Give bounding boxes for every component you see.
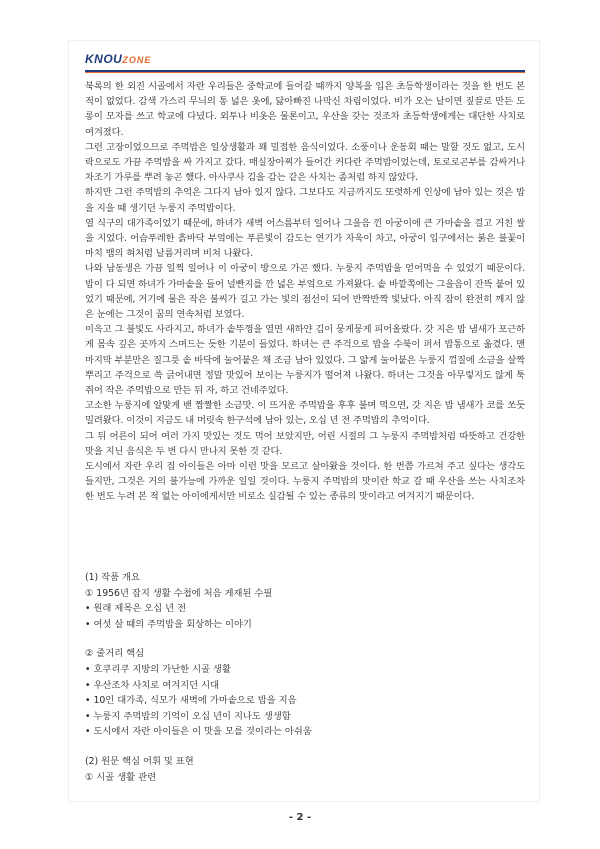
outline-item: • 도시에서 자란 아이들은 이 맛을 모를 것이라는 아쉬움: [85, 726, 312, 738]
header: [85, 52, 525, 70]
outline-item: • 우산조차 사치로 여겨지던 시대: [85, 679, 220, 691]
logo-zone: ZONE: [122, 55, 152, 65]
logo-k: K: [85, 52, 95, 66]
outline-item: • 여섯 살 때의 주먹밥을 회상하는 이야기: [85, 618, 252, 630]
section-title-vocabulary: (2) 원문 핵심 어휘 및 표현: [85, 755, 194, 767]
paragraph: 북록의 한 외진 시골에서 자란 우리들은 중학교에 들어갈 때까지 양복을 입은 초등학생이라는 것을 한 번도 본 적이 없었다. 감색 가스리 무늬의 통 넓은 옷에, 닳아빠진 나막신 차림이었다. 비가 오는 날이면 짚끌로 만든 도롱이 모자를 쓰고 학교에 다녔다. 외투나 비옷은 물론이고, 우산을 갖는 것조차 초등학생에게는 대단한 사치로 여겨졌다.: [85, 81, 525, 138]
paragraph: 하지만 그런 주먹밥의 추억은 그다지 남아 있지 않다. 그보다도 지금까지도 또렷하게 인상에 남아 있는 것은 밥을 지을 때 생기던 누룽지 주먹밥이다.: [85, 187, 525, 214]
outline-item: ① 시골 생활 관련: [85, 771, 157, 783]
outline-item: ① 1956년 잡지 생활 수첩에 처음 게재된 수필: [85, 587, 273, 599]
outline-item: • 10인 대가족, 식모가 새벽에 가마솥으로 밥을 지음: [85, 695, 297, 707]
paragraph: 그런 고장이었으므로 주먹밥은 일상생활과 꽤 밀접한 음식이었다. 소풍이나 운동회 때는 말할 것도 없고, 도시락으로도 가끔 주먹밥을 싸 가지고 갔다. 매실장아찌가 들어간 커다란 주먹밥이었는데, 토로로곤부를 감싸거나 차조기 가루를 뿌려 놓곤 했다. 아사쿠사 김을 감는 같은 사치는 좀처럼 하지 않았다.: [85, 141, 525, 184]
paragraph: 열 식구의 대가족이었기 때문에, 하녀가 새벽 어스름부터 일어나 그을음 낀 아궁이에 큰 가마솥을 걸고 거친 쌀을 지었다. 어슴푸레한 흙바닥 부엌에는 푸른빛이 감도는 연기가 자욱이 차고, 아궁이 입구에서는 붉은 불꽃이 마치 뱀의 혀처럼 날름거리며 비쳐 나왔다.: [85, 217, 525, 260]
outline-item: • 원래 제목은 오십 년 전: [85, 603, 187, 615]
paragraph: 고소한 누룽지에 알맞게 밴 짭짤한 소금맛. 이 뜨거운 주먹밥을 후후 불며 먹으면, 갓 지은 밥 냄새가 코를 쏘듯 밀려왔다. 이것이 지금도 내 머릿속 한구석에 남아 있는, 오십 년 전 주먹밥의 추억이다.: [85, 400, 525, 427]
page-number: - 2 -: [288, 812, 312, 823]
paragraph: 나와 남동생은 가끔 일찍 일어나 이 아궁이 방으로 가곤 했다. 누룽지 주먹밥을 얻어먹을 수 있었기 때문이다. 밥이 다 되면 하녀가 가마솥을 들어 널빤지를 깐 넓은 부엌으로 가져왔다. 솥 바깥쪽에는 그을음이 잔뜩 붙어 있었기 때문에, 거기에 물은 작은 불씨가 길고 가는 빛의 점선이 되어 반짝반짝 빛났다. 아직 잠이 완전히 깨지 않은 눈에는 그것이 꿈의 연속처럼 보였다.: [85, 263, 525, 321]
spacer: [85, 740, 525, 754]
paragraph: 그 뒤 어른이 되어 여러 가지 맛있는 것도 먹어 보았지만, 어린 시절의 그 누룽지 주먹밥처럼 따뜻하고 건강한 맛을 지닌 음식은 두 번 다시 만나지 못한 것 같다.: [85, 430, 525, 457]
outline-item: • 누룽지 주먹밥의 기억이 오십 년이 지나도 생생함: [85, 710, 291, 722]
logo-nou: NOU: [94, 52, 123, 66]
section-title-plot: ② 줄거리 핵심: [85, 648, 145, 660]
knouzone-logo: [85, 52, 151, 66]
paragraph: 이윽고 그 불빛도 사라지고, 하녀가 솥뚜껑을 열면 새하얀 김이 뭉게뭉게 피어올랐다. 갓 지은 밥 냄새가 포근하게 몸속 깊은 곳까지 스며드는 듯한 기분이 들었다. 하녀는 큰 주걱으로 밥을 수북이 퍼서 밥통으로 옮겼다. 맨 마지막 부분만은 질그릇 솥 바닥에 눌어붙은 채 조금 남아 있었다. 그 얇게 눌어붙은 누룽지 껍질에 소금을 살짝 뿌리고 주걱으로 쓱 긁어내면 정말 맛있어 보이는 누룽지가 떨어져 나왔다. 하녀는 그것을 아무렇지도 않게 툭 쥐어 작은 주먹밥으로 만든 뒤 자, 하고 건네주었다.: [85, 324, 525, 397]
spacer: [85, 632, 525, 646]
study-outline: [85, 570, 525, 785]
paragraph: 도시에서 자란 우리 집 아이들은 아마 이런 맛을 모르고 살아왔을 것이다. 한 번쯤 가르쳐 주고 싶다는 생각도 들지만, 그것은 거의 불가능에 가까운 일일 것이다. 누룽지 주먹밥의 맛이란 학교 갈 때 우산을 쓰는 사치조차 한 번도 누려 본 적 없는 아이에게서만 비로소 실감될 수 있는 종류의 맛이라고 여겨지기 때문이다.: [85, 461, 525, 503]
outline-item: • 호쿠리쿠 지방의 가난한 시골 생활: [85, 663, 231, 675]
essay-body: [85, 79, 525, 505]
header-rule-accent: [85, 72, 525, 73]
section-title-overview: (1) 작품 개요: [85, 572, 141, 583]
